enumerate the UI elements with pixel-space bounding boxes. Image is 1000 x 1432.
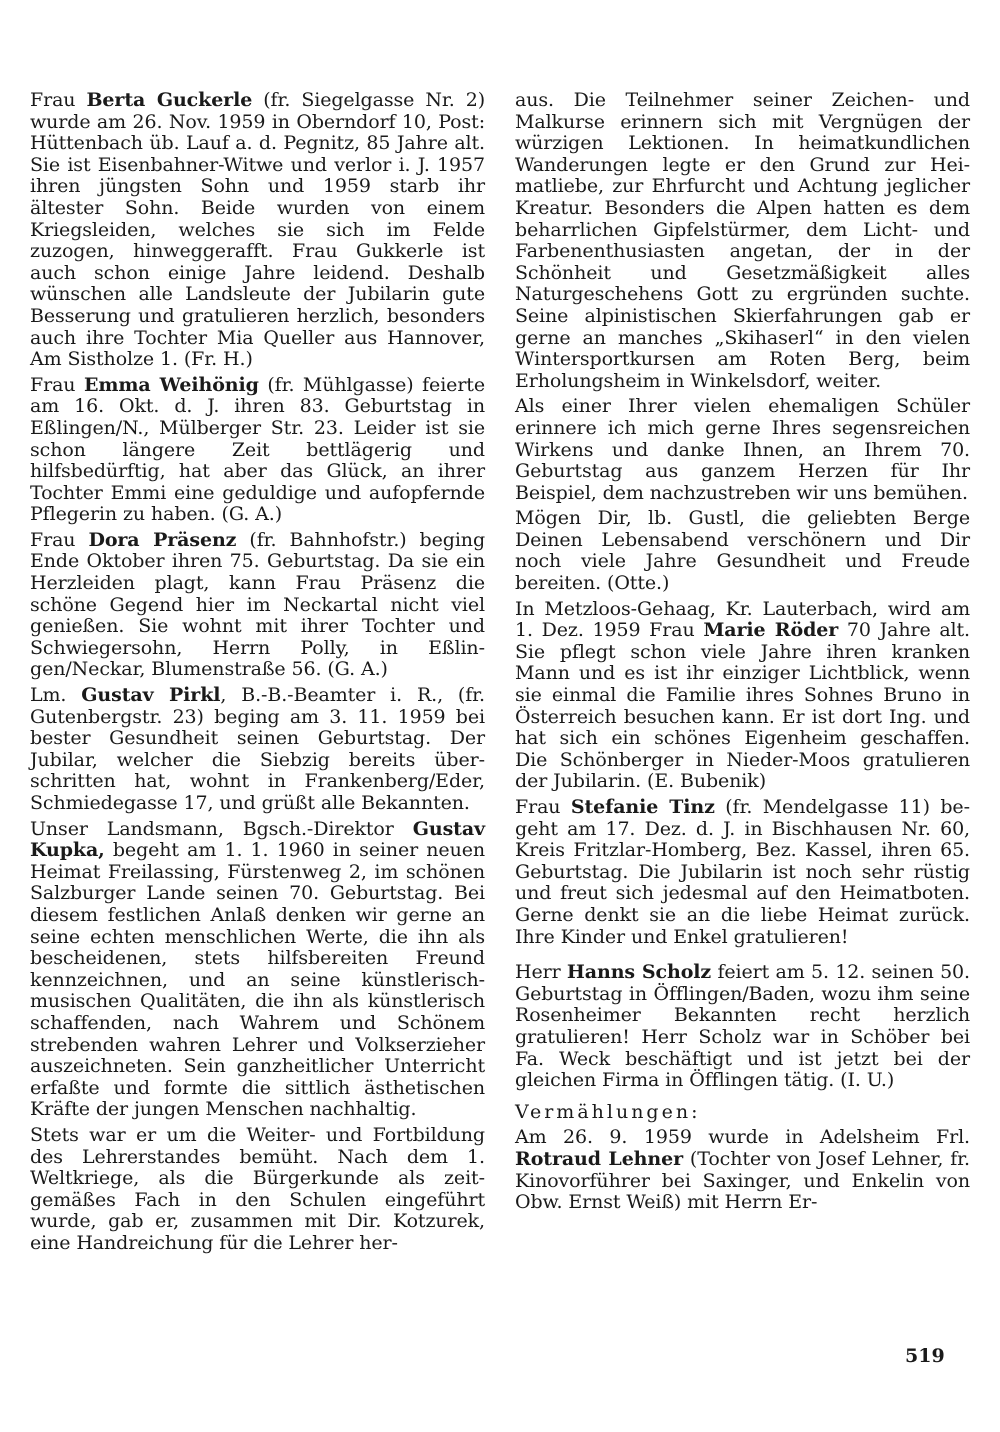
person-name: Gustav Pirkl: [81, 684, 221, 707]
person-name: Gustav Kupka,: [30, 817, 485, 862]
entry-emma-weihoenig: Frau Emma Weihönig (fr. Mühlgasse) feierte am 16. Okt. d. J. ihren 83. Geburtstag in Eßlingen/N., Mülberger Str. 23. Leider ist sie schon längere Zeit bettlägerig und hilfsbedürftig, hat aber das Glück, an ihrer Tochter Emmi eine geduldige und aufopfernde Pflegerin zu haben. (G. A.): [30, 373, 485, 526]
entry-gustav-kupka: Unser Landsmann, Bgsch.-Direktor Gustav Kupka, begeht am 1. 1. 1960 in seiner neuen Heimat Freilassing, Fürstenweg 2, im schönen Salzburger Lande seinen 70. Geburtstag. Bei diesem festlichen Anlaß denken wir gerne an seine echten menschlichen Werte, die ihn als bescheidenen, stets hilfsbereiten Freund kennzeichnen, und an seine künstlerisch-musischen Qualitäten, die ihn als künstlerisch schaffenden, nach Wahrem und Schönem strebenden wahren Lehrer und Volkserzieher auszeichneten. Sein ganzheitlicher Unterricht erfaßte und formte die sittlich ästhetischen Kräfte der jungen Menschen nachhaltig.: [30, 817, 485, 1121]
entry-hanns-scholz: Herr Hanns Scholz feiert am 5. 12. seinen 50. Geburtstag in Öfflingen/Baden, wozu ihm seine Rosenheimer Bekannten recht herzlich gratulieren! Herr Scholz war in Schöber bei Fa. Weck beschäftigt und ist jetzt bei der gleichen Firma in Öfflingen tätig. (I. U.): [515, 961, 970, 1092]
person-name: Stefanie Tinz: [570, 796, 715, 818]
person-name: Hanns Scholz: [566, 961, 712, 984]
person-name: Rotraud Lehner: [515, 1147, 684, 1170]
entry-dora-praesenz: Frau Dora Präsenz (fr. Bahnhofstr.) beging Ende Oktober ihren 75. Geburtstag. Da sie ein Herzleiden plagt, kann Frau Präsenz die schöne Gegend hier im Neckartal nicht viel genießen. Sie wohnt mit ihrer Tochter und Schwiegersohn, Herrn Polly, in Eßlingen/Neckar, Blumenstraße 56. (G. A.): [30, 528, 486, 681]
entry-gustav-pirkl: Lm. Gustav Pirkl, B.-B.-Beamter i. R., (fr. Gutenbergstr. 23) beging am 3. 11. 1959 bei bester Gesundheit seinen Geburtstag. Der Jubilar, welcher die Siebzig bereits überschritten hat, wohnt in Frankenberg/Eder, Schmiedegasse 17, und grüßt alle Bekannten.: [30, 684, 485, 814]
left-column: [30, 90, 485, 1258]
entry-rotraud-lehner: Am 26. 9. 1959 wurde in Adelsheim Frl. Rotraud Lehner (Tochter von Josef Lehner, fr. Kinovorführer bei Saxinger, und Enkelin von Obw. Ernst Weiß) mit Herrn Er-: [515, 1126, 970, 1214]
person-name: Emma Weihönig: [83, 373, 259, 396]
entry-student-tribute: Als einer Ihrer vielen ehemaligen Schüler erinnere ich mich gerne Ihres segensreichen Wirkens und danke Ihnen, an Ihrem 70. Geburtstag aus ganzem Herzen für Ihr Beispiel, dem nachzustreben wir uns bemühen.: [515, 395, 970, 504]
right-column: [515, 90, 970, 1218]
person-name: Marie Röder: [703, 619, 839, 642]
entry-kupka-continued-right: aus. Die Teilnehmer seiner Zeichen- und Malkurse erinnern sich mit Vergnügen der würzigen Lektionen. In heimatkundlichen Wanderungen legte er den Grund zur Heimatliebe, zur Ehrfurcht und Achtung jeglicher Kreatur. Besonders die Alpen hatten es dem beharrlichen Gipfelstürmer, dem Licht- und Farbenenthusiasten angetan, der in der Schönheit und Gesetzmäßigkeit alles Naturgeschehens Gott zu ergründen suchte. Seine alpinistischen Skierfahrungen gab er gerne an manches „Skihaserl“ in den vielen Wintersportkursen am Roten Berg, beim Erholungsheim in Winkelsdorf, weiter.: [515, 89, 970, 392]
section-heading-vermaehlungen: Vermählungen:: [515, 1100, 701, 1123]
page-number: 519: [905, 1345, 945, 1367]
person-name: Berta Guckerle: [86, 89, 253, 111]
entry-marie-roeder: In Metzloos-Gehaag, Kr. Lauterbach, wird am 1. Dez. 1959 Frau Marie Röder 70 Jahre alt. Sie pflegt schon viele Jahre ihren kranken Mann und es ist ihr einziger Lichtblick, wenn sie einmal die Familie ihres Sohnes Bruno in Österreich besuchen kann. Er ist dort Ing. und hat sich ein schönes Eigenheim geschaffen. Die Schönberger in Nieder-Moos gratulieren der Jubilarin. (E. Bubenik): [515, 597, 970, 793]
entry-berta-guckerle: Frau Berta Guckerle (fr. Siegelgasse Nr. 2) wurde am 26. Nov. 1959 in Oberndorf 10, Post: Hüttenbach üb. Lauf a. d. Pegnitz, 85 Jahre alt. Sie ist Eisenbahner-Witwe und verlor i. J. 1957 ihren jüngsten Sohn und 1959 starb ihr ältester Sohn. Beide wurden von einem Kriegsleiden, welches sie sich im Felde zuzogen, hinweggerafft. Frau Gukkerle ist auch schon einige Jahre leidend. Deshalb wünschen alle Landsleute der Jubilarin gute Besserung und gratulieren herzlich, besonders auch ihre Tochter Mia Queller aus Hannover, Am Sistholze 1. (Fr. H.): [30, 89, 486, 371]
person-name: Dora Präsenz: [88, 528, 237, 551]
entry-kupka-continued: Stets war er um die Weiter- und Fortbildung des Lehrerstandes bemüht. Nach dem 1. Weltkriege, als die Bürgerkunde als zeitgemäßes Fach in den Schulen eingeführt wurde, gab er, zusammen mit Dir. Kotzurek, eine Handreichung für die Lehrer her-: [30, 1123, 485, 1254]
entry-wishes-otte: Mögen Dir, lb. Gustl, die geliebten Berge Deinen Lebensabend verschönern und Dir noch viele Jahre Gesundheit und Freude bereiten. (Otte.): [515, 507, 970, 595]
entry-stefanie-tinz: Frau Stefanie Tinz (fr. Mendelgasse 11) begeht am 17. Dez. d. J. in Bischhausen Nr. 60, Kreis Fritzlar-Homberg, Bez. Kassel, ihren 65. Geburtstag. Die Jubilarin ist noch sehr rüstig und freut sich jedesmal auf den Heimatboten. Gerne denkt sie an die liebe Heimat zurück. Ihre Kinder und Enkel gratulieren!: [515, 796, 971, 948]
